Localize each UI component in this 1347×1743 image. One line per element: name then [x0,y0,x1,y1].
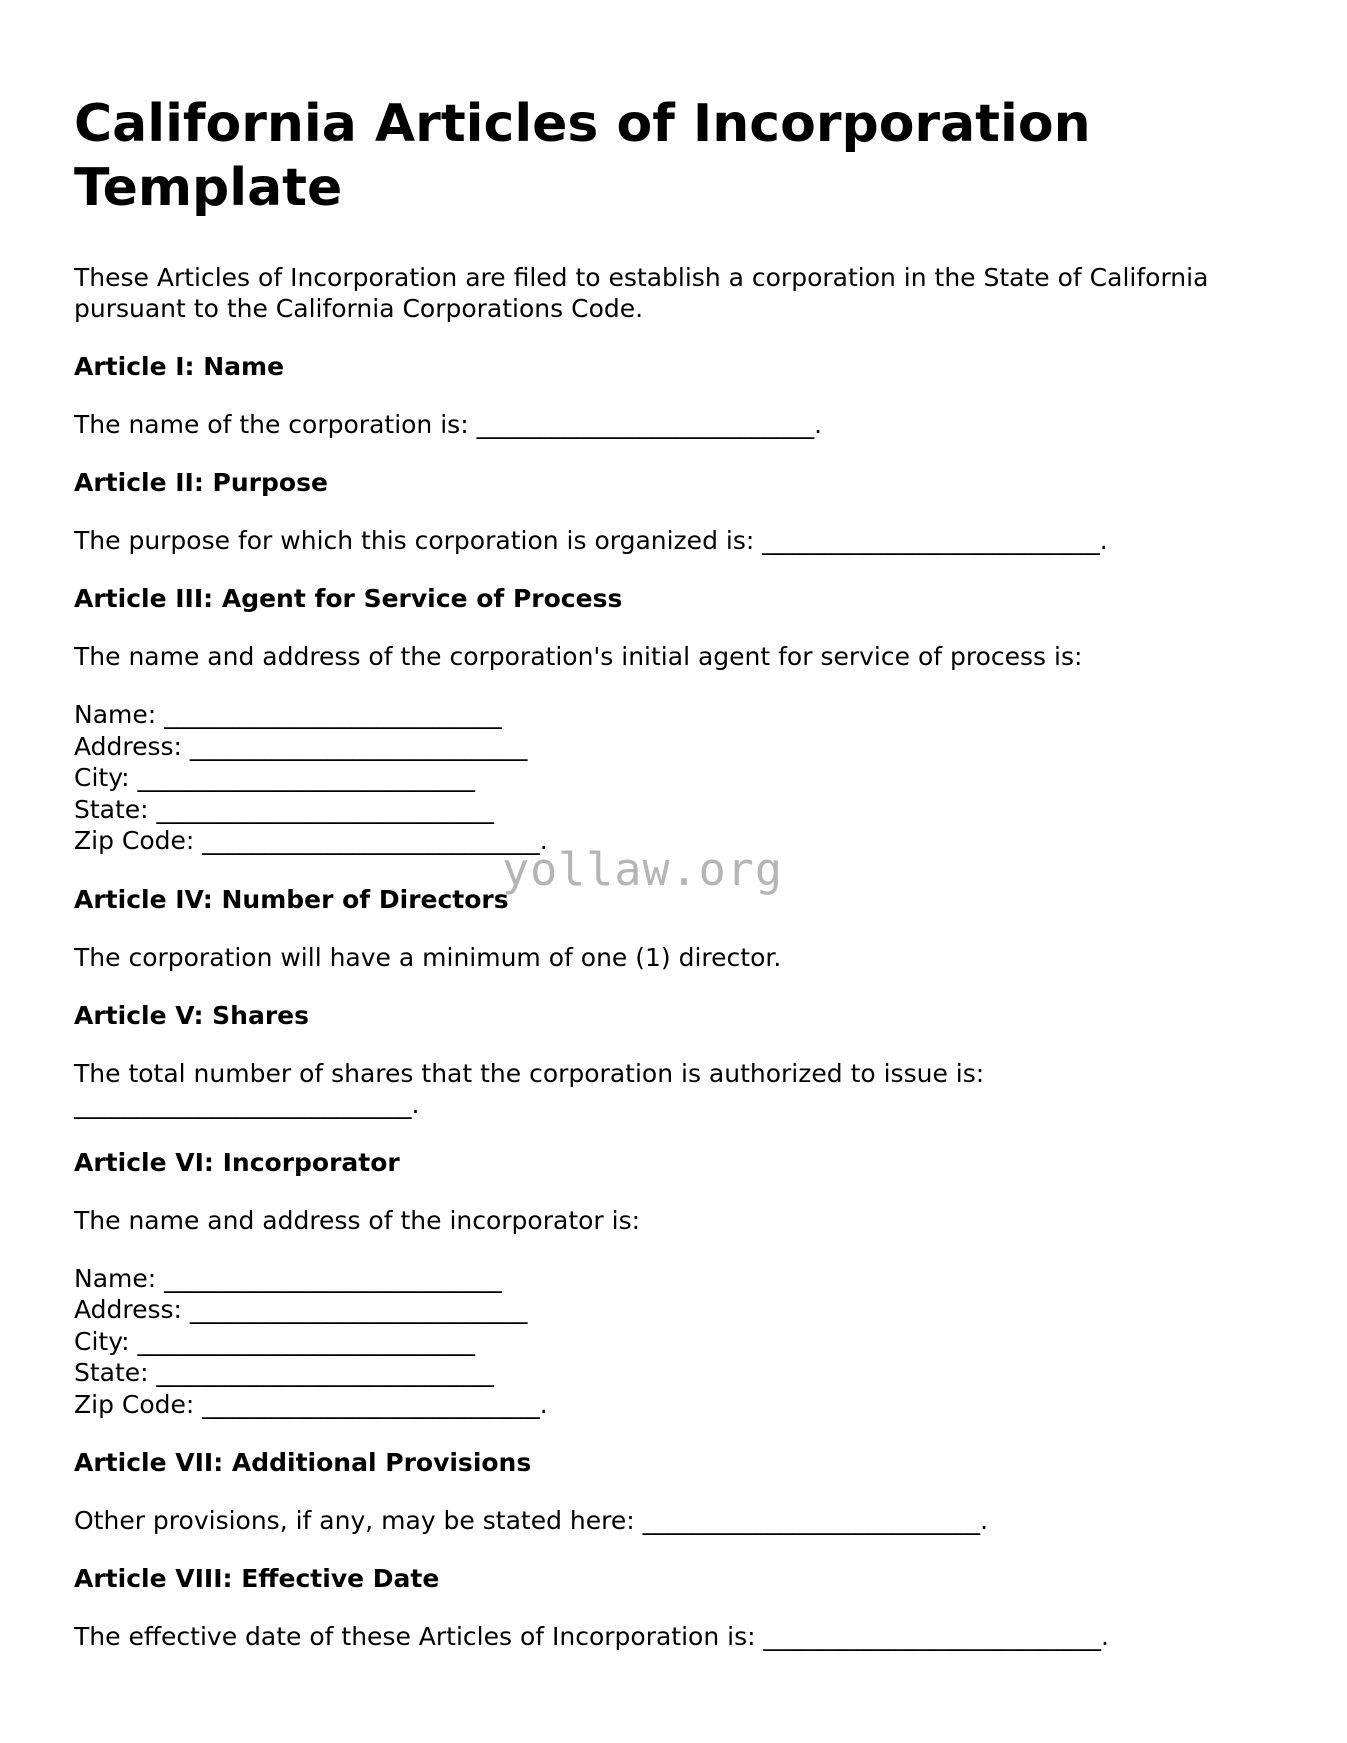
agent-city-field: City: ___________________________ [74,763,476,792]
article-2-heading: Article II: Purpose [74,468,328,497]
agent-name-field: Name: ___________________________ [74,700,502,729]
article-6-text: The name and address of the incorporator is: [74,1205,641,1235]
agent-zip-field: Zip Code: ___________________________. [74,826,548,855]
article-5-text: The total number of shares that the corporation is authorized to issue is: ___________________________. [74,1058,985,1119]
agent-fields [74,699,1274,857]
incorporator-city-field: City: ___________________________ [74,1326,476,1356]
article-4-text: The corporation will have a minimum of one (1) director. [74,942,782,972]
incorporator-name-field: Name: ___________________________ [74,1263,502,1293]
page-title: California Articles of Incorporation Template [74,94,1091,218]
agent-state-field: State: ___________________________ [74,794,495,824]
article-1-heading: Article I: Name [74,352,285,381]
article-7-heading: Article VII: Additional Provisions [74,1448,532,1477]
incorporator-fields [74,1263,1274,1421]
article-7-text: Other provisions, if any, may be stated here: ___________________________. [74,1506,989,1535]
article-5-heading: Article V: Shares [74,1000,310,1030]
article-1-text: The name of the corporation is: ___________________________. [74,410,823,439]
agent-address-field: Address: ___________________________ [74,731,528,761]
article-3-heading: Article III: Agent for Service of Process [74,584,623,613]
intro-paragraph: These Articles of Incorporation are filed to establish a corporation in the State of California pursuant to the California Corporations Code. [74,263,1209,323]
article-6-heading: Article VI: Incorporator [74,1147,400,1177]
article-3-text: The name and address of the corporation's initial agent for service of process is: [74,642,1083,671]
article-4-heading: Article IV: Number of Directors [74,884,509,914]
article-8-heading: Article VIII: Effective Date [74,1564,440,1593]
incorporator-zip-field: Zip Code: ___________________________. [74,1389,548,1419]
article-8-text: The effective date of these Articles of Incorporation is: ___________________________. [74,1622,1109,1651]
watermark: yollaw.org [502,843,783,896]
incorporator-address-field: Address: ___________________________ [74,1295,528,1324]
incorporator-state-field: State: ___________________________ [74,1358,495,1387]
article-2-text: The purpose for which this corporation is organized is: ___________________________. [74,526,1108,555]
